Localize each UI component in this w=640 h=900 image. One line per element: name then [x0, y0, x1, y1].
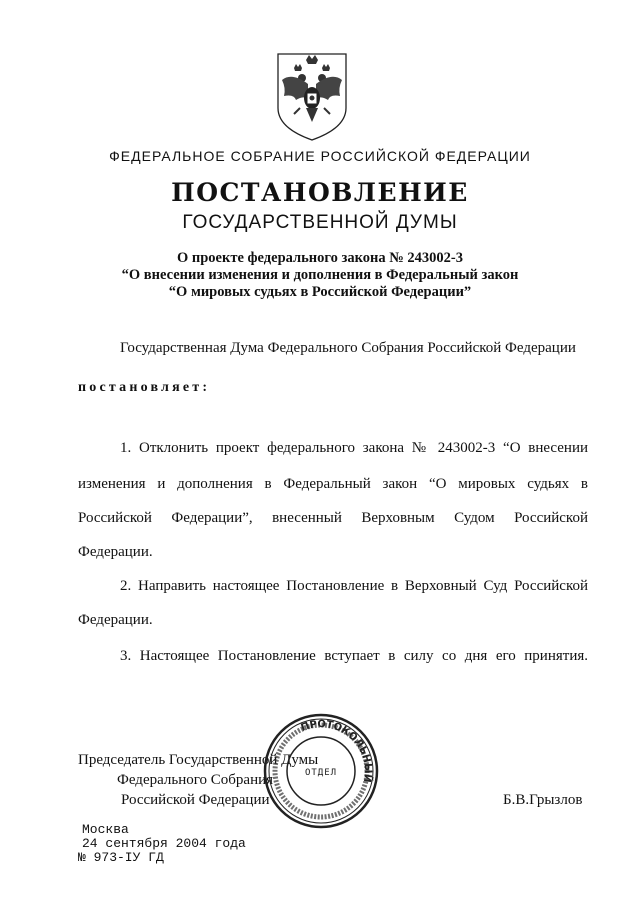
signing-date: 24 сентября 2004 года — [82, 836, 246, 851]
resolution-number: № 973-IУ ГД — [78, 850, 164, 865]
organization-name: ФЕДЕРАЛЬНОЕ СОБРАНИЕ РОССИЙСКОЙ ФЕДЕРАЦИИ — [109, 148, 531, 164]
preamble-text: Государственная Дума Федерального Собрания Российской Федерации — [120, 340, 576, 356]
item-2-line: Федерации. — [78, 612, 153, 628]
document-subject — [0, 250, 640, 301]
item-1-line: Российской Федерации”, внесенный Верховным Судом Российской — [78, 510, 588, 526]
subject-line: “О внесении изменения и дополнения в Федеральный закон — [121, 267, 519, 283]
stamp-center-text: ОТДЕЛ — [304, 768, 338, 778]
signatory-title-line: Федерального Собрания — [117, 772, 274, 788]
document-type-title: ПОСТАНОВЛЕНИЕ — [171, 178, 469, 207]
item-1-line: изменения и дополнения в Федеральный закон “О мировых судьях в — [78, 476, 588, 492]
signing-city: Москва — [82, 822, 129, 837]
item-3-line: 3. Настоящее Постановление вступает в силу со дня его принятия. — [120, 648, 588, 664]
item-1-line: Федерации. — [78, 544, 153, 560]
stamp-ring-text: ПРОТОКОЛЬНЫЙ — [299, 718, 374, 784]
signatory-title-line: Председатель Государственной Думы — [78, 752, 319, 768]
signatory-title-line: Российской Федерации — [121, 792, 270, 808]
item-2-line: 2. Направить настоящее Постановление в Верховный Суд Российской — [120, 578, 588, 594]
document-issuer: ГОСУДАРСТВЕННОЙ ДУМЫ — [182, 212, 458, 233]
item-1-line: 1. Отклонить проект федерального закона № 243002-3 “О внесении — [120, 440, 588, 456]
subject-line: О проекте федерального закона № 243002-3 — [176, 250, 464, 266]
russian-coat-of-arms-icon — [272, 50, 352, 142]
resolves-text: постановляет: — [78, 380, 211, 395]
official-stamp — [262, 712, 380, 830]
signatory-name: Б.В.Грызлов — [503, 792, 583, 808]
subject-line: “О мировых судьях в Российской Федерации” — [168, 284, 472, 300]
